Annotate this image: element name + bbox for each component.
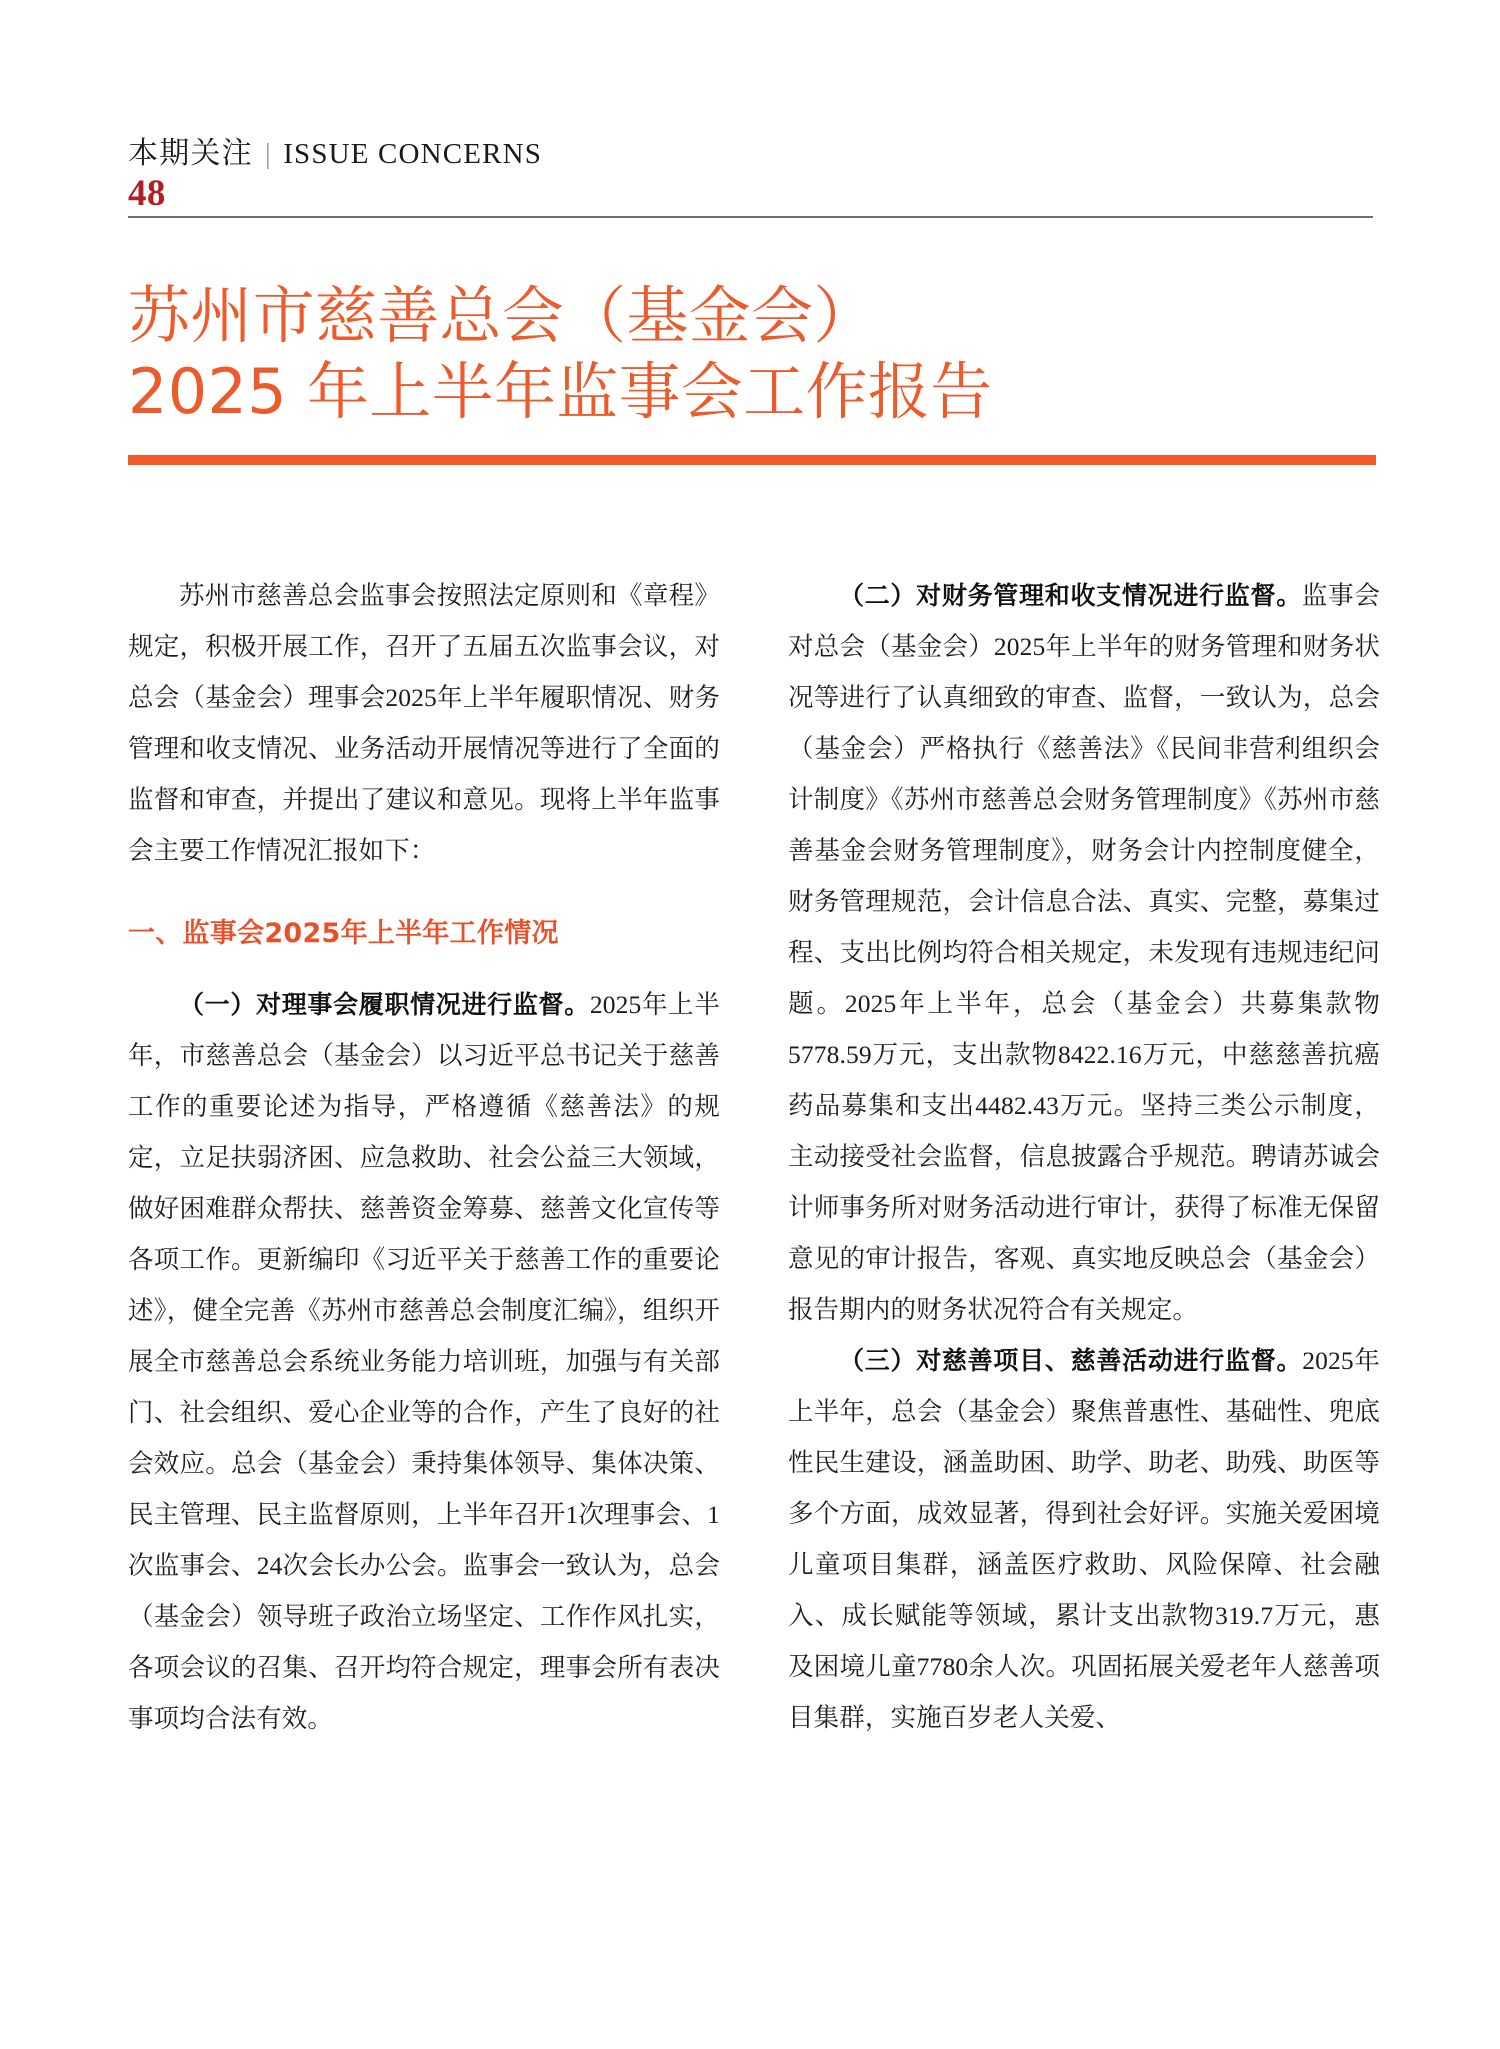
running-header	[128, 128, 1373, 215]
running-header-line	[128, 128, 1373, 172]
subsection-2	[788, 570, 1380, 1335]
subsection-3-body: 2025年上半年，总会（基金会）聚焦普惠性、基础性、兜底性民生建设，涵盖助困、助学、助老、助残、助医等多个方面，成效显著，得到社会好评。实施关爱困境儿童项目集群，涵盖医疗救助、风险保障、社会融入、成长赋能等领域，累计支出款物319.7万元，惠及困境儿童7780余人次。巩固拓展关爱老年人慈善项目集群，实施百岁老人关爱、	[788, 1346, 1380, 1732]
column-left	[128, 570, 720, 1970]
subsection-1	[128, 979, 720, 1744]
title-accent-rule	[128, 455, 1376, 465]
subsection-3	[788, 1335, 1380, 1743]
page-title-line-2: 2025 年上半年监事会工作报告	[128, 354, 993, 428]
section-heading-1: 一、监事会2025年上半年工作情况	[128, 918, 559, 949]
page-number: 48	[128, 173, 166, 214]
subsection-2-lead: （二）对财务管理和收支情况进行监督。	[839, 581, 1302, 610]
intro-paragraph: 苏州市慈善总会监事会按照法定原则和《章程》规定，积极开展工作，召开了五届五次监事会议，对总会（基金会）理事会2025年上半年履职情况、财务管理和收支情况、业务活动开展情况等进行了全面的监督和审查，并提出了建议和意见。现将上半年监事会主要工作情况汇报如下：	[128, 581, 720, 865]
subsection-1-lead: （一）对理事会履职情况进行监督。	[179, 990, 590, 1020]
header-separator: |	[264, 138, 272, 170]
article-title	[128, 278, 1388, 429]
subsection-2-body: 监事会对总会（基金会）2025年上半年的财务管理和财务状况等进行了认真细致的审查、监督，一致认为，总会（基金会）严格执行《慈善法》《民间非营利组织会计制度》《苏州市慈善总会财务管理制度》《苏州市慈善基金会财务管理制度》，财务会计内控制度健全，财务管理规范，会计信息合法、真实、完整，募集过程、支出比例均符合相关规定，未发现有违规违纪问题。2025年上半年，总会（基金会）共募集款物5778.59万元，支出款物8422.16万元，中慈慈善抗癌药品募集和支出4482.43万元。坚持三类公示制度，主动接受社会监督，信息披露合乎规范。聘请苏诚会计师事务所对财务活动进行审计，获得了标准无保留意见的审计报告，客观、真实地反映总会（基金会）报告期内的财务状况符合有关规定。	[788, 581, 1380, 1324]
header-divider-rule	[128, 216, 1373, 218]
page-title-line-1: 苏州市慈善总会（基金会）	[128, 279, 876, 352]
subsection-3-lead: （三）对慈善项目、慈善活动进行监督。	[839, 1346, 1303, 1375]
subsection-1-body: 2025年上半年，市慈善总会（基金会）以习近平总书记关于慈善工作的重要论述为指导，严格遵循《慈善法》的规定，立足扶弱济困、应急救助、社会公益三大领域，做好困难群众帮扶、慈善资金筹募、慈善文化宣传等各项工作。更新编印《习近平关于慈善工作的重要论述》，健全完善《苏州市慈善总会制度汇编》，组织开展全市慈善总会系统业务能力培训班，加强与有关部门、社会组织、爱心企业等的合作，产生了良好的社会效应。总会（基金会）秉持集体领导、集体决策、民主管理、民主监督原则，上半年召开1次理事会、1次监事会、24次会长办公会。监事会一致认为，总会（基金会）领导班子政治立场坚定、工作作风扎实，各项会议的召集、召开均符合规定，理事会所有表决事项均合法有效。	[128, 990, 720, 1734]
article-body	[128, 570, 1380, 1970]
column-right	[788, 570, 1380, 1970]
header-category-en: ISSUE CONCERNS	[283, 138, 542, 170]
header-category-cn: 本期关注	[128, 137, 253, 170]
